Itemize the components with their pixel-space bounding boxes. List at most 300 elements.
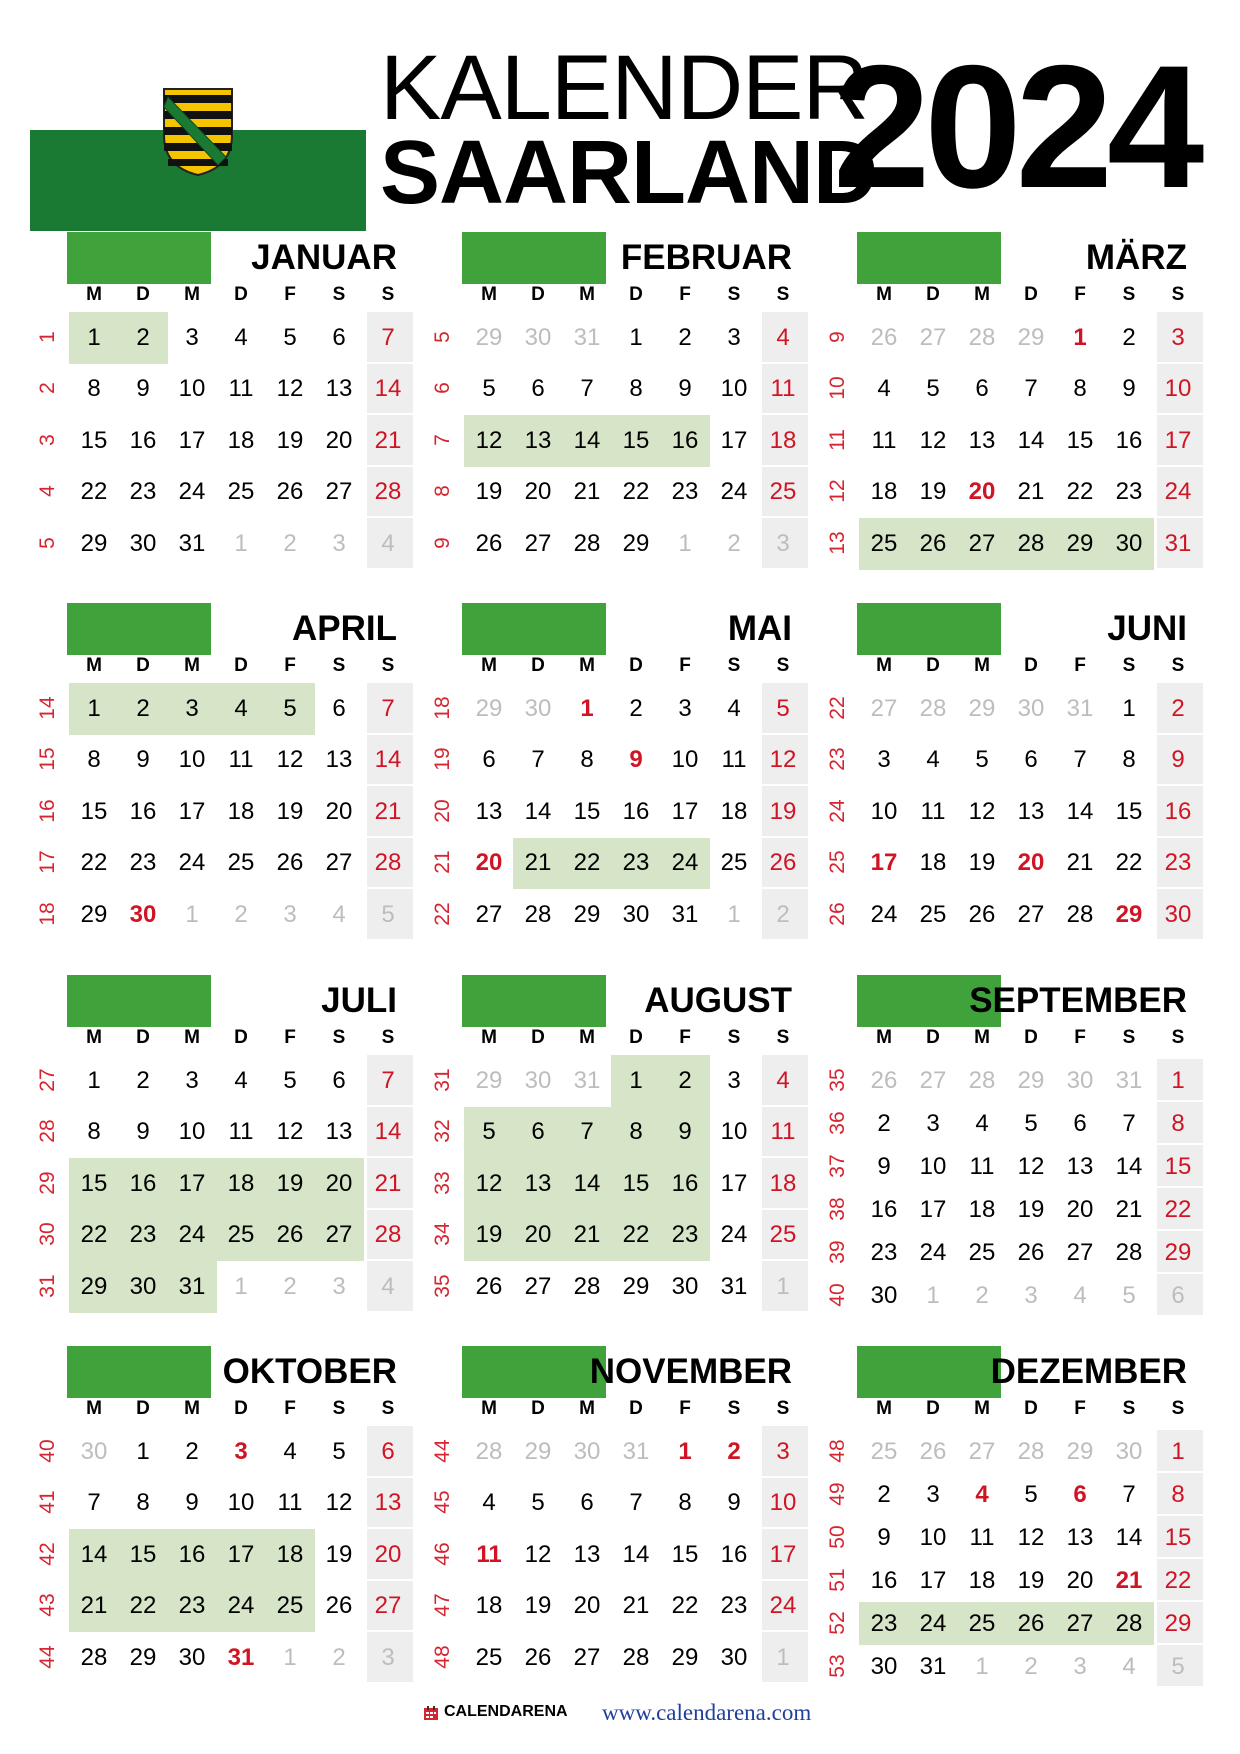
day-cell[interactable]: 24 (720, 1221, 748, 1249)
day-cell[interactable]: 1 (283, 1643, 297, 1671)
day-cell[interactable]: 26 (475, 529, 503, 557)
day-cell[interactable]: 30 (524, 694, 552, 722)
day-cell[interactable]: 1 (926, 1281, 940, 1309)
day-cell[interactable]: 24 (671, 849, 699, 877)
day-cell[interactable]: 14 (622, 1540, 650, 1568)
day-cell[interactable]: 20 (524, 1221, 552, 1249)
day-cell[interactable]: 21 (1017, 478, 1045, 506)
day-cell[interactable]: 6 (531, 1118, 545, 1146)
day-cell[interactable]: 3 (1024, 1281, 1038, 1309)
day-cell[interactable]: 5 (1024, 1109, 1038, 1137)
day-cell[interactable]: 24 (919, 1238, 947, 1266)
day-cell[interactable]: 20 (573, 1592, 601, 1620)
day-cell[interactable]: 12 (475, 426, 503, 454)
day-cell[interactable]: 16 (671, 426, 699, 454)
day-cell[interactable]: 15 (671, 1540, 699, 1568)
day-cell[interactable]: 10 (227, 1489, 255, 1517)
day-cell[interactable]: 6 (1073, 1109, 1087, 1137)
day-cell[interactable]: 4 (283, 1437, 297, 1465)
day-cell[interactable]: 17 (227, 1540, 255, 1568)
day-cell[interactable]: 4 (234, 694, 248, 722)
day-cell[interactable]: 27 (325, 849, 353, 877)
day-cell[interactable]: 23 (870, 1609, 898, 1637)
day-cell[interactable]: 18 (227, 1169, 255, 1197)
day-cell[interactable]: 16 (870, 1566, 898, 1594)
day-cell[interactable]: 28 (919, 694, 947, 722)
day-cell[interactable]: 4 (1073, 1281, 1087, 1309)
day-cell[interactable]: 26 (1017, 1609, 1045, 1637)
day-cell[interactable]: 12 (769, 746, 797, 774)
day-cell[interactable]: 26 (919, 529, 947, 557)
day-cell[interactable]: 3 (332, 529, 346, 557)
day-cell[interactable]: 6 (580, 1489, 594, 1517)
day-cell[interactable]: 18 (227, 797, 255, 825)
day-cell[interactable]: 4 (234, 1066, 248, 1094)
day-cell[interactable]: 24 (178, 1221, 206, 1249)
day-cell[interactable]: 10 (919, 1523, 947, 1551)
day-cell[interactable]: 10 (720, 1118, 748, 1146)
day-cell[interactable]: 7 (381, 694, 395, 722)
day-cell[interactable]: 26 (870, 323, 898, 351)
day-cell[interactable]: 25 (870, 1437, 898, 1465)
day-cell[interactable]: 7 (381, 323, 395, 351)
day-cell[interactable]: 23 (671, 478, 699, 506)
day-cell[interactable]: 13 (524, 426, 552, 454)
day-cell[interactable]: 2 (877, 1109, 891, 1137)
day-cell[interactable]: 16 (129, 1169, 157, 1197)
day-cell[interactable]: 20 (325, 797, 353, 825)
day-cell[interactable]: 21 (573, 478, 601, 506)
day-cell[interactable]: 30 (720, 1643, 748, 1671)
day-cell[interactable]: 9 (1171, 746, 1185, 774)
day-cell[interactable]: 13 (325, 746, 353, 774)
day-cell[interactable]: 26 (276, 1221, 304, 1249)
day-cell[interactable]: 26 (870, 1066, 898, 1094)
day-cell[interactable]: 3 (727, 1066, 741, 1094)
day-cell[interactable]: 19 (276, 426, 304, 454)
day-cell[interactable]: 1 (87, 323, 101, 351)
day-cell[interactable]: 9 (877, 1152, 891, 1180)
day-cell[interactable]: 21 (1066, 849, 1094, 877)
day-cell[interactable]: 8 (629, 1118, 643, 1146)
day-cell[interactable]: 28 (573, 529, 601, 557)
day-cell[interactable]: 28 (1017, 529, 1045, 557)
day-cell[interactable]: 31 (1115, 1066, 1143, 1094)
day-cell[interactable]: 8 (1073, 375, 1087, 403)
day-cell[interactable]: 1 (234, 1272, 248, 1300)
day-cell[interactable]: 27 (475, 900, 503, 928)
day-cell[interactable]: 24 (227, 1592, 255, 1620)
day-cell[interactable]: 25 (919, 900, 947, 928)
day-cell[interactable]: 10 (769, 1489, 797, 1517)
day-cell[interactable]: 30 (80, 1437, 108, 1465)
day-cell[interactable]: 15 (80, 797, 108, 825)
day-cell[interactable]: 23 (870, 1238, 898, 1266)
day-cell[interactable]: 30 (1017, 694, 1045, 722)
day-cell[interactable]: 12 (968, 797, 996, 825)
day-cell[interactable]: 8 (678, 1489, 692, 1517)
day-cell[interactable]: 24 (919, 1609, 947, 1637)
day-cell[interactable]: 19 (276, 797, 304, 825)
day-cell[interactable]: 20 (374, 1540, 402, 1568)
day-cell[interactable]: 25 (227, 478, 255, 506)
day-cell[interactable]: 8 (1171, 1480, 1185, 1508)
day-cell[interactable]: 1 (678, 529, 692, 557)
day-cell[interactable]: 11 (721, 746, 747, 774)
day-cell[interactable]: 15 (622, 426, 650, 454)
day-cell[interactable]: 6 (332, 694, 346, 722)
day-cell[interactable]: 3 (877, 746, 891, 774)
day-cell[interactable]: 26 (475, 1272, 503, 1300)
day-cell[interactable]: 26 (1017, 1238, 1045, 1266)
day-cell[interactable]: 11 (969, 1152, 995, 1180)
day-cell[interactable]: 4 (381, 529, 395, 557)
day-cell[interactable]: 14 (1115, 1523, 1143, 1551)
day-cell[interactable]: 18 (276, 1540, 304, 1568)
day-cell[interactable]: 15 (1164, 1523, 1192, 1551)
day-cell[interactable]: 8 (87, 746, 101, 774)
day-cell[interactable]: 24 (1164, 478, 1192, 506)
day-cell[interactable]: 22 (80, 478, 108, 506)
day-cell[interactable]: 24 (769, 1592, 797, 1620)
day-cell[interactable]: 6 (975, 375, 989, 403)
day-cell[interactable]: 24 (178, 849, 206, 877)
day-cell[interactable]: 28 (1115, 1609, 1143, 1637)
day-cell[interactable]: 7 (531, 746, 545, 774)
day-cell[interactable]: 14 (374, 1118, 402, 1146)
day-cell[interactable]: 9 (136, 1118, 150, 1146)
day-cell[interactable]: 16 (129, 426, 157, 454)
day-cell[interactable]: 13 (1017, 797, 1045, 825)
day-cell[interactable]: 17 (178, 1169, 206, 1197)
day-cell[interactable]: 13 (968, 426, 996, 454)
day-cell[interactable]: 10 (1164, 375, 1192, 403)
day-cell[interactable]: 1 (136, 1437, 150, 1465)
day-cell[interactable]: 9 (629, 746, 643, 774)
day-cell[interactable]: 13 (325, 375, 353, 403)
day-cell[interactable]: 4 (381, 1272, 395, 1300)
day-cell[interactable]: 31 (720, 1272, 748, 1300)
day-cell[interactable]: 30 (129, 529, 157, 557)
day-cell[interactable]: 14 (80, 1540, 108, 1568)
day-cell[interactable]: 12 (276, 375, 304, 403)
day-cell[interactable]: 5 (1024, 1480, 1038, 1508)
day-cell[interactable]: 6 (482, 746, 496, 774)
day-cell[interactable]: 13 (325, 1118, 353, 1146)
day-cell[interactable]: 27 (325, 1221, 353, 1249)
day-cell[interactable]: 23 (622, 849, 650, 877)
day-cell[interactable]: 5 (332, 1437, 346, 1465)
day-cell[interactable]: 31 (178, 529, 206, 557)
day-cell[interactable]: 6 (332, 1066, 346, 1094)
day-cell[interactable]: 7 (580, 1118, 594, 1146)
day-cell[interactable]: 21 (374, 426, 402, 454)
day-cell[interactable]: 3 (926, 1109, 940, 1137)
day-cell[interactable]: 25 (475, 1643, 503, 1671)
day-cell[interactable]: 19 (475, 1221, 503, 1249)
day-cell[interactable]: 15 (80, 426, 108, 454)
day-cell[interactable]: 10 (919, 1152, 947, 1180)
day-cell[interactable]: 28 (374, 849, 402, 877)
day-cell[interactable]: 28 (1066, 900, 1094, 928)
day-cell[interactable]: 11 (969, 1523, 995, 1551)
day-cell[interactable]: 14 (1017, 426, 1045, 454)
day-cell[interactable]: 29 (475, 694, 503, 722)
day-cell[interactable]: 31 (573, 323, 601, 351)
day-cell[interactable]: 8 (87, 1118, 101, 1146)
day-cell[interactable]: 1 (975, 1652, 989, 1680)
day-cell[interactable]: 26 (325, 1592, 353, 1620)
day-cell[interactable]: 18 (475, 1592, 503, 1620)
day-cell[interactable]: 30 (622, 900, 650, 928)
day-cell[interactable]: 15 (1066, 426, 1094, 454)
day-cell[interactable]: 3 (283, 900, 297, 928)
day-cell[interactable]: 30 (178, 1643, 206, 1671)
day-cell[interactable]: 5 (283, 1066, 297, 1094)
day-cell[interactable]: 18 (227, 426, 255, 454)
day-cell[interactable]: 18 (968, 1566, 996, 1594)
day-cell[interactable]: 31 (1066, 694, 1094, 722)
day-cell[interactable]: 11 (228, 1118, 254, 1146)
day-cell[interactable]: 17 (919, 1566, 947, 1594)
day-cell[interactable]: 25 (870, 529, 898, 557)
day-cell[interactable]: 7 (1122, 1480, 1136, 1508)
day-cell[interactable]: 30 (524, 1066, 552, 1094)
day-cell[interactable]: 25 (227, 1221, 255, 1249)
day-cell[interactable]: 12 (475, 1169, 503, 1197)
day-cell[interactable]: 29 (1066, 1437, 1094, 1465)
day-cell[interactable]: 13 (1066, 1523, 1094, 1551)
day-cell[interactable]: 23 (1164, 849, 1192, 877)
day-cell[interactable]: 13 (475, 797, 503, 825)
day-cell[interactable]: 21 (374, 1169, 402, 1197)
day-cell[interactable]: 17 (720, 1169, 748, 1197)
day-cell[interactable]: 8 (580, 746, 594, 774)
day-cell[interactable]: 1 (776, 1272, 790, 1300)
day-cell[interactable]: 3 (678, 694, 692, 722)
day-cell[interactable]: 31 (227, 1643, 255, 1671)
day-cell[interactable]: 15 (1164, 1152, 1192, 1180)
day-cell[interactable]: 5 (482, 375, 496, 403)
day-cell[interactable]: 4 (926, 746, 940, 774)
day-cell[interactable]: 21 (524, 849, 552, 877)
day-cell[interactable]: 5 (926, 375, 940, 403)
day-cell[interactable]: 2 (283, 1272, 297, 1300)
day-cell[interactable]: 8 (629, 375, 643, 403)
day-cell[interactable]: 20 (475, 849, 503, 877)
day-cell[interactable]: 30 (129, 900, 157, 928)
day-cell[interactable]: 9 (678, 375, 692, 403)
day-cell[interactable]: 4 (975, 1109, 989, 1137)
day-cell[interactable]: 17 (870, 849, 898, 877)
day-cell[interactable]: 6 (1024, 746, 1038, 774)
day-cell[interactable]: 25 (276, 1592, 304, 1620)
day-cell[interactable]: 2 (727, 529, 741, 557)
day-cell[interactable]: 15 (80, 1169, 108, 1197)
day-cell[interactable]: 3 (185, 694, 199, 722)
day-cell[interactable]: 5 (776, 694, 790, 722)
day-cell[interactable]: 29 (524, 1437, 552, 1465)
day-cell[interactable]: 7 (1073, 746, 1087, 774)
day-cell[interactable]: 2 (678, 1066, 692, 1094)
day-cell[interactable]: 19 (475, 478, 503, 506)
day-cell[interactable]: 7 (580, 375, 594, 403)
day-cell[interactable]: 3 (185, 323, 199, 351)
day-cell[interactable]: 9 (1122, 375, 1136, 403)
day-cell[interactable]: 3 (1171, 323, 1185, 351)
day-cell[interactable]: 19 (1017, 1195, 1045, 1223)
day-cell[interactable]: 27 (374, 1592, 402, 1620)
day-cell[interactable]: 2 (678, 323, 692, 351)
day-cell[interactable]: 24 (870, 900, 898, 928)
day-cell[interactable]: 29 (573, 900, 601, 928)
day-cell[interactable]: 27 (573, 1643, 601, 1671)
day-cell[interactable]: 5 (283, 323, 297, 351)
day-cell[interactable]: 11 (770, 375, 796, 403)
day-cell[interactable]: 2 (776, 900, 790, 928)
day-cell[interactable]: 9 (185, 1489, 199, 1517)
day-cell[interactable]: 24 (720, 478, 748, 506)
day-cell[interactable]: 2 (1171, 694, 1185, 722)
day-cell[interactable]: 22 (573, 849, 601, 877)
day-cell[interactable]: 6 (381, 1437, 395, 1465)
day-cell[interactable]: 20 (1066, 1566, 1094, 1594)
day-cell[interactable]: 27 (870, 694, 898, 722)
day-cell[interactable]: 16 (129, 797, 157, 825)
day-cell[interactable]: 18 (720, 797, 748, 825)
day-cell[interactable]: 30 (870, 1281, 898, 1309)
day-cell[interactable]: 16 (622, 797, 650, 825)
day-cell[interactable]: 2 (877, 1480, 891, 1508)
day-cell[interactable]: 18 (870, 478, 898, 506)
day-cell[interactable]: 19 (919, 478, 947, 506)
day-cell[interactable]: 12 (524, 1540, 552, 1568)
day-cell[interactable]: 28 (524, 900, 552, 928)
day-cell[interactable]: 18 (919, 849, 947, 877)
day-cell[interactable]: 29 (1164, 1609, 1192, 1637)
day-cell[interactable]: 29 (475, 1066, 503, 1094)
day-cell[interactable]: 12 (1017, 1523, 1045, 1551)
day-cell[interactable]: 23 (129, 478, 157, 506)
day-cell[interactable]: 7 (629, 1489, 643, 1517)
day-cell[interactable]: 3 (727, 323, 741, 351)
day-cell[interactable]: 16 (178, 1540, 206, 1568)
day-cell[interactable]: 11 (871, 426, 897, 454)
day-cell[interactable]: 28 (968, 1066, 996, 1094)
day-cell[interactable]: 27 (1066, 1238, 1094, 1266)
day-cell[interactable]: 19 (1017, 1566, 1045, 1594)
day-cell[interactable]: 23 (178, 1592, 206, 1620)
day-cell[interactable]: 27 (919, 1066, 947, 1094)
day-cell[interactable]: 28 (1115, 1238, 1143, 1266)
day-cell[interactable]: 19 (769, 797, 797, 825)
day-cell[interactable]: 27 (524, 1272, 552, 1300)
day-cell[interactable]: 18 (769, 1169, 797, 1197)
day-cell[interactable]: 22 (80, 849, 108, 877)
day-cell[interactable]: 15 (1115, 797, 1143, 825)
day-cell[interactable]: 10 (178, 746, 206, 774)
day-cell[interactable]: 2 (629, 694, 643, 722)
day-cell[interactable]: 1 (1171, 1066, 1185, 1094)
day-cell[interactable]: 8 (1171, 1109, 1185, 1137)
day-cell[interactable]: 2 (136, 694, 150, 722)
day-cell[interactable]: 18 (769, 426, 797, 454)
day-cell[interactable]: 16 (671, 1169, 699, 1197)
day-cell[interactable]: 28 (1017, 1437, 1045, 1465)
day-cell[interactable]: 25 (720, 849, 748, 877)
day-cell[interactable]: 15 (129, 1540, 157, 1568)
day-cell[interactable]: 14 (573, 1169, 601, 1197)
day-cell[interactable]: 11 (476, 1540, 502, 1568)
day-cell[interactable]: 17 (769, 1540, 797, 1568)
day-cell[interactable]: 5 (381, 900, 395, 928)
day-cell[interactable]: 8 (1122, 746, 1136, 774)
day-cell[interactable]: 28 (374, 1221, 402, 1249)
day-cell[interactable]: 5 (1122, 1281, 1136, 1309)
day-cell[interactable]: 10 (870, 797, 898, 825)
day-cell[interactable]: 25 (227, 849, 255, 877)
day-cell[interactable]: 27 (1066, 1609, 1094, 1637)
day-cell[interactable]: 14 (1066, 797, 1094, 825)
day-cell[interactable]: 3 (234, 1437, 248, 1465)
day-cell[interactable]: 29 (80, 900, 108, 928)
day-cell[interactable]: 29 (475, 323, 503, 351)
day-cell[interactable]: 31 (622, 1437, 650, 1465)
day-cell[interactable]: 17 (671, 797, 699, 825)
day-cell[interactable]: 4 (482, 1489, 496, 1517)
day-cell[interactable]: 29 (1115, 900, 1143, 928)
day-cell[interactable]: 20 (1017, 849, 1045, 877)
day-cell[interactable]: 27 (1017, 900, 1045, 928)
day-cell[interactable]: 7 (381, 1066, 395, 1094)
day-cell[interactable]: 30 (129, 1272, 157, 1300)
day-cell[interactable]: 30 (524, 323, 552, 351)
day-cell[interactable]: 2 (136, 323, 150, 351)
day-cell[interactable]: 30 (671, 1272, 699, 1300)
day-cell[interactable]: 28 (475, 1437, 503, 1465)
day-cell[interactable]: 12 (276, 746, 304, 774)
day-cell[interactable]: 26 (276, 849, 304, 877)
day-cell[interactable]: 3 (185, 1066, 199, 1094)
day-cell[interactable]: 26 (968, 900, 996, 928)
day-cell[interactable]: 18 (968, 1195, 996, 1223)
day-cell[interactable]: 28 (573, 1272, 601, 1300)
day-cell[interactable]: 27 (524, 529, 552, 557)
day-cell[interactable]: 24 (178, 478, 206, 506)
day-cell[interactable]: 28 (622, 1643, 650, 1671)
day-cell[interactable]: 6 (1073, 1480, 1087, 1508)
day-cell[interactable]: 25 (968, 1238, 996, 1266)
day-cell[interactable]: 30 (1066, 1066, 1094, 1094)
day-cell[interactable]: 22 (129, 1592, 157, 1620)
day-cell[interactable]: 2 (185, 1437, 199, 1465)
day-cell[interactable]: 23 (1115, 478, 1143, 506)
day-cell[interactable]: 11 (228, 746, 254, 774)
day-cell[interactable]: 29 (80, 529, 108, 557)
day-cell[interactable]: 4 (234, 323, 248, 351)
day-cell[interactable]: 25 (769, 1221, 797, 1249)
day-cell[interactable]: 4 (877, 375, 891, 403)
day-cell[interactable]: 23 (671, 1221, 699, 1249)
day-cell[interactable]: 20 (1066, 1195, 1094, 1223)
day-cell[interactable]: 12 (919, 426, 947, 454)
day-cell[interactable]: 9 (136, 375, 150, 403)
day-cell[interactable]: 29 (80, 1272, 108, 1300)
day-cell[interactable]: 21 (1115, 1195, 1143, 1223)
day-cell[interactable]: 2 (975, 1281, 989, 1309)
day-cell[interactable]: 15 (573, 797, 601, 825)
day-cell[interactable]: 14 (374, 375, 402, 403)
